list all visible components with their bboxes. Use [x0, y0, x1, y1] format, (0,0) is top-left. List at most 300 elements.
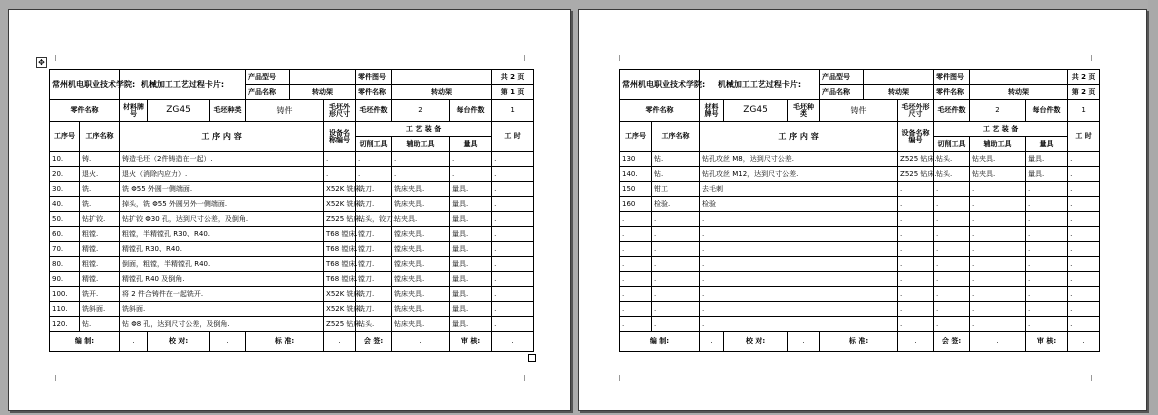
- cutting-cell[interactable]: 镗刀.: [356, 272, 392, 287]
- material-value: ZG45: [148, 100, 210, 122]
- gauge-cell[interactable]: .: [1026, 317, 1068, 332]
- footer-cell[interactable]: .: [788, 332, 820, 352]
- op-name-cell[interactable]: 精镗.: [80, 242, 120, 257]
- product-name-label: 产品名称: [820, 85, 864, 100]
- material-label: 材料牌号: [700, 100, 724, 122]
- footer-checked: 校 对:: [724, 332, 788, 352]
- aux-cell[interactable]: .: [970, 302, 1026, 317]
- gauge-cell[interactable]: 量具.: [450, 227, 492, 242]
- hours-cell[interactable]: .: [492, 227, 534, 242]
- op-no-cell[interactable]: 140.: [620, 167, 652, 182]
- gauge-cell[interactable]: .: [1026, 182, 1068, 197]
- crop-mark: [1091, 55, 1092, 61]
- part-name-value: 转动架: [864, 85, 934, 100]
- op-no-cell[interactable]: 120.: [50, 317, 80, 332]
- hours-cell[interactable]: .: [1068, 287, 1100, 302]
- col-op-no: 工序号: [620, 122, 652, 152]
- col-gauge: 量具: [450, 137, 492, 152]
- aux-cell[interactable]: 镗床夹具.: [392, 242, 450, 257]
- footer-cell[interactable]: .: [1068, 332, 1100, 352]
- aux-cell[interactable]: .: [970, 272, 1026, 287]
- cutting-cell[interactable]: .: [934, 227, 970, 242]
- footer-cell[interactable]: .: [324, 332, 356, 352]
- op-no-cell[interactable]: .: [620, 287, 652, 302]
- equip-cell[interactable]: T68 镗床.: [324, 272, 356, 287]
- op-no-cell[interactable]: 70.: [50, 242, 80, 257]
- crop-mark: [55, 55, 56, 61]
- gauge-cell[interactable]: 量具.: [450, 317, 492, 332]
- part-model-label: 零件图号: [356, 70, 392, 85]
- hours-cell[interactable]: .: [1068, 167, 1100, 182]
- table-row: [50, 182, 534, 197]
- content-cell[interactable]: 粗镗，半精镗孔 R30、R40.: [120, 227, 324, 242]
- page-number: 第 1 页: [492, 85, 534, 100]
- equip-cell[interactable]: T68 镗床.: [324, 242, 356, 257]
- aux-cell[interactable]: 镗床夹具.: [392, 272, 450, 287]
- part-name-label: 零件名称: [356, 85, 392, 100]
- aux-cell[interactable]: .: [392, 167, 450, 182]
- cutting-cell[interactable]: 钻头.: [934, 152, 970, 167]
- table-row: [50, 197, 534, 212]
- op-no-cell[interactable]: 150: [620, 182, 652, 197]
- equip-cell[interactable]: .: [898, 212, 934, 227]
- op-name-cell[interactable]: .: [652, 257, 700, 272]
- op-no-cell[interactable]: 160: [620, 197, 652, 212]
- op-no-cell[interactable]: .: [620, 242, 652, 257]
- hours-cell[interactable]: .: [492, 212, 534, 227]
- cutting-cell[interactable]: 镗刀.: [356, 242, 392, 257]
- op-no-cell[interactable]: 60.: [50, 227, 80, 242]
- op-no-cell[interactable]: 50.: [50, 212, 80, 227]
- document-page-1: [8, 9, 571, 411]
- crop-mark: [1091, 375, 1092, 381]
- op-no-cell[interactable]: .: [620, 272, 652, 287]
- crop-mark: [55, 375, 56, 381]
- table-row: [620, 167, 1100, 182]
- content-cell[interactable]: 铣 Φ55 外圆一侧端面.: [120, 182, 324, 197]
- crop-mark: [619, 375, 620, 381]
- table-row: [620, 182, 1100, 197]
- content-cell[interactable]: .: [700, 287, 898, 302]
- cutting-cell[interactable]: 钻头.: [934, 167, 970, 182]
- blank-type-label: 毛坯种类: [210, 100, 246, 122]
- table-row: [50, 167, 534, 182]
- gauge-cell[interactable]: .: [1026, 242, 1068, 257]
- product-model-cell[interactable]: [864, 70, 934, 85]
- op-name-cell[interactable]: 钻.: [652, 152, 700, 167]
- cutting-cell[interactable]: 铣刀.: [356, 287, 392, 302]
- footer-cell[interactable]: .: [700, 332, 724, 352]
- col-content: 工 序 内 容: [120, 122, 324, 152]
- hours-cell[interactable]: .: [492, 302, 534, 317]
- aux-cell[interactable]: 镗床夹具.: [392, 257, 450, 272]
- gauge-cell[interactable]: 量具.: [450, 257, 492, 272]
- table-row: [50, 302, 534, 317]
- hours-cell[interactable]: .: [1068, 317, 1100, 332]
- content-cell[interactable]: .: [700, 257, 898, 272]
- aux-cell[interactable]: .: [970, 257, 1026, 272]
- content-cell[interactable]: .: [700, 212, 898, 227]
- table-move-handle-icon[interactable]: ✥: [36, 57, 47, 68]
- equip-cell[interactable]: X52K 铣床.: [324, 182, 356, 197]
- blank-size-label: 毛坯外形尺寸: [324, 100, 356, 122]
- hours-cell[interactable]: .: [1068, 182, 1100, 197]
- per-unit-label: 每台件数: [1026, 100, 1068, 122]
- gauge-cell[interactable]: .: [450, 167, 492, 182]
- col-cutting: 切削工具: [934, 137, 970, 152]
- col-cutting: 切削工具: [356, 137, 392, 152]
- footer-reviewed: 审 核:: [450, 332, 492, 352]
- blank-count-value: 2: [392, 100, 450, 122]
- gauge-cell[interactable]: .: [1026, 287, 1068, 302]
- crop-mark: [524, 375, 525, 381]
- total-pages: 共 2 页: [492, 70, 534, 85]
- op-name-cell[interactable]: .: [652, 317, 700, 332]
- aux-cell[interactable]: .: [970, 182, 1026, 197]
- footer-reviewed: 审 核:: [1026, 332, 1068, 352]
- op-no-cell[interactable]: 100.: [50, 287, 80, 302]
- gauge-cell[interactable]: .: [1026, 212, 1068, 227]
- hours-cell[interactable]: .: [492, 257, 534, 272]
- table-row: [620, 227, 1100, 242]
- op-name-cell[interactable]: 钻.: [80, 317, 120, 332]
- aux-cell[interactable]: 钻床夹具.: [392, 317, 450, 332]
- table-row: [620, 257, 1100, 272]
- equip-cell[interactable]: Z525 钻床.: [898, 167, 934, 182]
- aux-cell[interactable]: 镗床夹具.: [392, 227, 450, 242]
- product-name-label: 产品名称: [246, 85, 290, 100]
- hours-cell[interactable]: .: [492, 287, 534, 302]
- cutting-cell[interactable]: 铣刀.: [356, 182, 392, 197]
- equip-cell[interactable]: Z525 钻床.: [324, 317, 356, 332]
- gauge-cell[interactable]: 量具.: [450, 272, 492, 287]
- part-model-label: 零件图号: [934, 70, 970, 85]
- blank-count-label: 毛坯件数: [356, 100, 392, 122]
- op-name-cell[interactable]: 铣开.: [80, 287, 120, 302]
- equip-cell[interactable]: .: [324, 152, 356, 167]
- product-model-label: 产品型号: [820, 70, 864, 85]
- part-model-cell[interactable]: [392, 70, 492, 85]
- content-cell[interactable]: .: [700, 227, 898, 242]
- aux-cell[interactable]: .: [392, 152, 450, 167]
- op-no-cell[interactable]: 30.: [50, 182, 80, 197]
- blank-type-value: 铸件: [246, 100, 324, 122]
- equip-cell[interactable]: .: [898, 242, 934, 257]
- table-row: [620, 272, 1100, 287]
- op-no-cell[interactable]: 90.: [50, 272, 80, 287]
- op-no-cell[interactable]: .: [620, 302, 652, 317]
- hours-cell[interactable]: .: [492, 242, 534, 257]
- part-model-cell[interactable]: [970, 70, 1068, 85]
- aux-cell[interactable]: .: [970, 287, 1026, 302]
- cutting-cell[interactable]: 铣刀.: [356, 197, 392, 212]
- col-hours: 工 时: [492, 122, 534, 152]
- product-model-cell[interactable]: [290, 70, 356, 85]
- op-name-cell[interactable]: 铸.: [80, 152, 120, 167]
- gauge-cell[interactable]: 量具.: [450, 242, 492, 257]
- gauge-cell[interactable]: 量具.: [1026, 167, 1068, 182]
- content-cell[interactable]: .: [700, 272, 898, 287]
- card-title: 机械加工工艺过程卡片:: [120, 70, 246, 100]
- op-name-cell[interactable]: .: [652, 227, 700, 242]
- cutting-cell[interactable]: 钻头，铰刀.: [356, 212, 392, 227]
- aux-cell[interactable]: 钻夹具.: [970, 152, 1026, 167]
- footer-cell[interactable]: .: [492, 332, 534, 352]
- footer-standard: 标 准:: [246, 332, 324, 352]
- content-cell[interactable]: 钻 Φ8 孔，达到尺寸公差，及倒角.: [120, 317, 324, 332]
- vertical-scrollbar[interactable]: [1148, 0, 1158, 415]
- op-no-cell[interactable]: .: [620, 317, 652, 332]
- equip-cell[interactable]: Z525 钻床.: [324, 212, 356, 227]
- hours-cell[interactable]: .: [1068, 152, 1100, 167]
- footer-checked: 校 对:: [148, 332, 210, 352]
- cutting-cell[interactable]: 镗刀.: [356, 227, 392, 242]
- op-no-cell[interactable]: 130: [620, 152, 652, 167]
- content-cell[interactable]: 去毛刺: [700, 182, 898, 197]
- equip-cell[interactable]: .: [898, 182, 934, 197]
- per-unit-label: 每台件数: [450, 100, 492, 122]
- col-gauge: 量具: [1026, 137, 1068, 152]
- footer-cell[interactable]: .: [970, 332, 1026, 352]
- material-value: ZG45: [724, 100, 788, 122]
- op-no-cell[interactable]: .: [620, 212, 652, 227]
- footer-cell[interactable]: .: [210, 332, 246, 352]
- gauge-cell[interactable]: 量具.: [450, 182, 492, 197]
- equip-cell[interactable]: .: [898, 287, 934, 302]
- process-card-table-2: [619, 69, 1100, 352]
- gauge-cell[interactable]: 量具.: [450, 197, 492, 212]
- col-op-name: 工序名称: [80, 122, 120, 152]
- op-name-cell[interactable]: .: [652, 212, 700, 227]
- school-name: 常州机电职业技术学院:: [620, 70, 700, 100]
- content-cell[interactable]: 精镗孔 R40 及倒角.: [120, 272, 324, 287]
- aux-cell[interactable]: 铣床夹具.: [392, 182, 450, 197]
- cutting-cell[interactable]: .: [934, 302, 970, 317]
- op-no-cell[interactable]: 10.: [50, 152, 80, 167]
- equip-cell[interactable]: .: [898, 257, 934, 272]
- content-cell[interactable]: 掉头，铣 Φ55 外圆另外一侧端面.: [120, 197, 324, 212]
- gauge-cell[interactable]: 量具.: [1026, 152, 1068, 167]
- col-aux: 辅助工具: [392, 137, 450, 152]
- per-unit-value: 1: [1068, 100, 1100, 122]
- hours-cell[interactable]: .: [1068, 197, 1100, 212]
- footer-compiled: 编 制:: [620, 332, 700, 352]
- col-aux: 辅助工具: [970, 137, 1026, 152]
- cutting-cell[interactable]: .: [934, 242, 970, 257]
- content-cell[interactable]: 退火（消除内应力）.: [120, 167, 324, 182]
- op-name-cell[interactable]: 铣.: [80, 197, 120, 212]
- table-row: [620, 212, 1100, 227]
- table-row: [50, 242, 534, 257]
- equip-cell[interactable]: .: [324, 167, 356, 182]
- blank-count-label: 毛坯件数: [934, 100, 970, 122]
- col-equip: 设备名称编号: [324, 122, 356, 152]
- content-cell[interactable]: 钻孔攻丝 M8，达到尺寸公差.: [700, 152, 898, 167]
- hours-cell[interactable]: .: [1068, 272, 1100, 287]
- gauge-cell[interactable]: .: [1026, 227, 1068, 242]
- gauge-cell[interactable]: 量具.: [450, 287, 492, 302]
- aux-cell[interactable]: 铣床夹具.: [392, 302, 450, 317]
- hours-cell[interactable]: .: [492, 197, 534, 212]
- table-row: [620, 242, 1100, 257]
- table-row: [620, 152, 1100, 167]
- cutting-cell[interactable]: .: [934, 317, 970, 332]
- col-hours: 工 时: [1068, 122, 1100, 152]
- hours-cell[interactable]: .: [1068, 212, 1100, 227]
- gauge-cell[interactable]: 量具.: [450, 302, 492, 317]
- blank-size-label: 毛坯外形尺寸: [898, 100, 934, 122]
- table-row: [50, 272, 534, 287]
- gauge-cell[interactable]: 量具.: [450, 212, 492, 227]
- content-cell[interactable]: 倒面，粗镗，半精镗孔 R40.: [120, 257, 324, 272]
- cutting-cell[interactable]: .: [356, 152, 392, 167]
- process-card-table-1: [49, 69, 534, 352]
- op-name-cell[interactable]: 粗镗.: [80, 227, 120, 242]
- op-name-cell[interactable]: .: [652, 272, 700, 287]
- equip-cell[interactable]: X52K 铣床.: [324, 287, 356, 302]
- footer-signed: 会 签:: [356, 332, 392, 352]
- hours-cell[interactable]: .: [1068, 302, 1100, 317]
- cutting-cell[interactable]: .: [934, 272, 970, 287]
- equip-cell[interactable]: T68 镗床.: [324, 257, 356, 272]
- table-row: [50, 212, 534, 227]
- op-name-cell[interactable]: .: [652, 242, 700, 257]
- cutting-cell[interactable]: .: [934, 197, 970, 212]
- gauge-cell[interactable]: .: [450, 152, 492, 167]
- aux-cell[interactable]: .: [970, 212, 1026, 227]
- gauge-cell[interactable]: .: [1026, 272, 1068, 287]
- op-no-cell[interactable]: 20.: [50, 167, 80, 182]
- equip-cell[interactable]: .: [898, 197, 934, 212]
- document-page-2: [578, 9, 1147, 411]
- footer-cell[interactable]: .: [392, 332, 450, 352]
- equip-cell[interactable]: .: [898, 227, 934, 242]
- op-name-cell[interactable]: 检验.: [652, 197, 700, 212]
- hours-cell[interactable]: .: [1068, 257, 1100, 272]
- footer-cell[interactable]: .: [120, 332, 148, 352]
- table-row: [50, 152, 534, 167]
- op-name-cell[interactable]: 钻扩铰.: [80, 212, 120, 227]
- product-model-label: 产品型号: [246, 70, 290, 85]
- aux-cell[interactable]: 铣床夹具.: [392, 287, 450, 302]
- footer-cell[interactable]: .: [898, 332, 934, 352]
- content-cell[interactable]: .: [700, 242, 898, 257]
- cutting-cell[interactable]: .: [934, 257, 970, 272]
- equip-cell[interactable]: .: [898, 302, 934, 317]
- equip-cell[interactable]: X52K 铣床.: [324, 302, 356, 317]
- content-cell[interactable]: 检验: [700, 197, 898, 212]
- gauge-cell[interactable]: .: [1026, 302, 1068, 317]
- op-no-cell[interactable]: 110.: [50, 302, 80, 317]
- content-cell[interactable]: .: [700, 317, 898, 332]
- op-name-cell[interactable]: .: [652, 287, 700, 302]
- gauge-cell[interactable]: .: [1026, 197, 1068, 212]
- op-name-cell[interactable]: 退火.: [80, 167, 120, 182]
- equip-cell[interactable]: X52K 铣床.: [324, 197, 356, 212]
- crop-mark: [619, 55, 620, 61]
- cutting-cell[interactable]: .: [934, 182, 970, 197]
- aux-cell[interactable]: .: [970, 317, 1026, 332]
- op-name-cell[interactable]: 粗镗.: [80, 257, 120, 272]
- equip-cell[interactable]: .: [898, 317, 934, 332]
- table-resize-handle[interactable]: [528, 354, 536, 362]
- col-op-name: 工序名称: [652, 122, 700, 152]
- gauge-cell[interactable]: .: [1026, 257, 1068, 272]
- op-name-cell[interactable]: 钻.: [652, 167, 700, 182]
- equip-cell[interactable]: .: [898, 272, 934, 287]
- hours-cell[interactable]: .: [1068, 227, 1100, 242]
- content-cell[interactable]: 铸造毛坯（2件铸造在一起）.: [120, 152, 324, 167]
- op-no-cell[interactable]: .: [620, 257, 652, 272]
- table-row: [620, 317, 1100, 332]
- cutting-cell[interactable]: 镗刀.: [356, 257, 392, 272]
- content-cell[interactable]: 铣斜面.: [120, 302, 324, 317]
- content-cell[interactable]: 钻孔攻丝 M12，达到尺寸公差.: [700, 167, 898, 182]
- hours-cell[interactable]: .: [492, 182, 534, 197]
- cutting-cell[interactable]: 铣刀.: [356, 302, 392, 317]
- cutting-cell[interactable]: .: [356, 167, 392, 182]
- cutting-cell[interactable]: 钻头.: [356, 317, 392, 332]
- part-label: 零件名称: [620, 100, 700, 122]
- content-cell[interactable]: .: [700, 302, 898, 317]
- table-row: [50, 287, 534, 302]
- op-name-cell[interactable]: 铣斜面.: [80, 302, 120, 317]
- aux-cell[interactable]: 铣床夹具.: [392, 197, 450, 212]
- table-row: [620, 197, 1100, 212]
- op-name-cell[interactable]: 铣.: [80, 182, 120, 197]
- footer-standard: 标 准:: [820, 332, 898, 352]
- op-name-cell[interactable]: 精镗.: [80, 272, 120, 287]
- table-row: [50, 317, 534, 332]
- hours-cell[interactable]: .: [492, 317, 534, 332]
- footer-compiled: 编 制:: [50, 332, 120, 352]
- aux-cell[interactable]: .: [970, 197, 1026, 212]
- equip-cell[interactable]: T68 镗床.: [324, 227, 356, 242]
- hours-cell[interactable]: .: [492, 272, 534, 287]
- op-name-cell[interactable]: .: [652, 302, 700, 317]
- cutting-cell[interactable]: .: [934, 287, 970, 302]
- aux-cell[interactable]: 钻夹具.: [970, 167, 1026, 182]
- aux-cell[interactable]: .: [970, 242, 1026, 257]
- op-no-cell[interactable]: 80.: [50, 257, 80, 272]
- table-row: [620, 287, 1100, 302]
- aux-cell[interactable]: 钻夹具.: [392, 212, 450, 227]
- hours-cell[interactable]: .: [492, 152, 534, 167]
- footer-signed: 会 签:: [934, 332, 970, 352]
- hours-cell[interactable]: .: [1068, 242, 1100, 257]
- part-name-value: 转动架: [290, 85, 356, 100]
- col-op-no: 工序号: [50, 122, 80, 152]
- col-equipment-group: 工 艺 装 备: [934, 122, 1068, 137]
- col-content: 工 序 内 容: [700, 122, 898, 152]
- aux-cell[interactable]: .: [970, 227, 1026, 242]
- hours-cell[interactable]: .: [492, 167, 534, 182]
- table-row: [50, 257, 534, 272]
- col-equip: 设备名称编号: [898, 122, 934, 152]
- content-cell[interactable]: 精镗孔 R30、R40.: [120, 242, 324, 257]
- material-label: 材料牌号: [120, 100, 148, 122]
- part-name-value-2: 转动架: [392, 85, 492, 100]
- col-equipment-group: 工 艺 装 备: [356, 122, 492, 137]
- content-cell[interactable]: 将 2 件合铸件在一起铣开.: [120, 287, 324, 302]
- op-no-cell[interactable]: 40.: [50, 197, 80, 212]
- cutting-cell[interactable]: .: [934, 212, 970, 227]
- op-no-cell[interactable]: .: [620, 227, 652, 242]
- op-name-cell[interactable]: 钳工: [652, 182, 700, 197]
- content-cell[interactable]: 钻扩铰 Φ30 孔，达到尺寸公差，及倒角.: [120, 212, 324, 227]
- table-row: [50, 227, 534, 242]
- equip-cell[interactable]: Z525 钻床.: [898, 152, 934, 167]
